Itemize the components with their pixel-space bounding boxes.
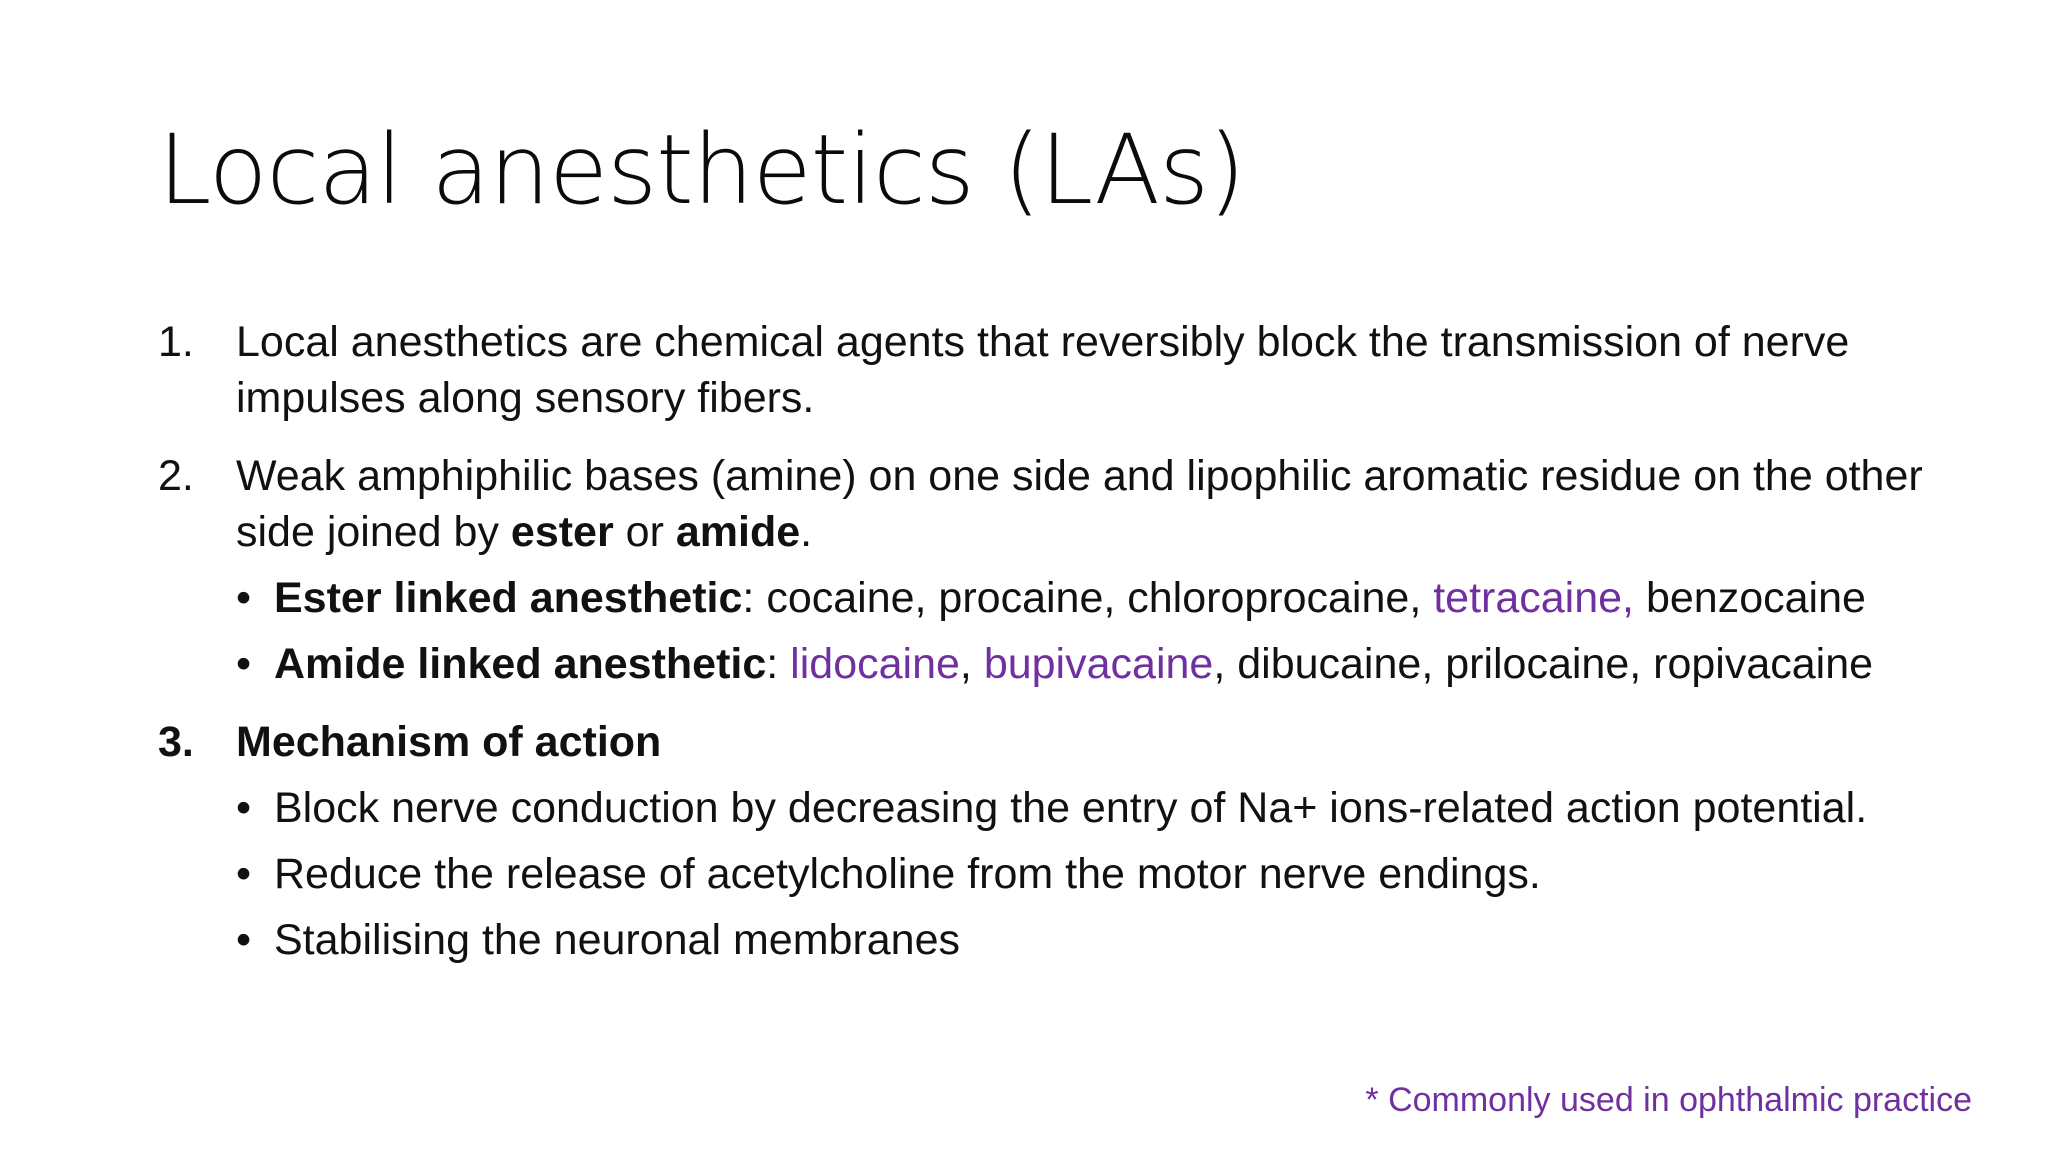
bullet-mechanism-2 [236,846,1988,902]
highlight-bupivacaine: bupivacaine [983,640,1214,688]
bullet-sep: : [742,574,767,622]
keyword-ester: ester [510,508,614,556]
item-heading: Mechanism of action [236,718,662,766]
bullet-mechanism-1 [236,780,1988,836]
bullet-text: , [959,640,984,688]
bullet-text: benzocaine [1634,574,1866,622]
list-item-2 [158,448,1988,692]
item-number: 1. [158,318,194,366]
bullet-text: Reduce the release of acetylcholine from the motor nerve endings. [274,850,1541,898]
content-list [158,314,1988,968]
bullet-label: Ester linked anesthetic [274,574,743,622]
bullet-text: Block nerve conduction by decreasing the entry of Na+ ions-related action potential. [274,784,1868,832]
list-item-3 [158,714,1988,968]
bullet-dot: • [236,850,252,898]
bullet-dot: • [236,916,252,964]
item-number: 3. [158,718,194,766]
keyword-amide: amide [675,508,801,556]
bullet-dot: • [236,640,252,688]
item-text-end: . [800,508,813,556]
bullet-text: , dibucaine, prilocaine, ropivacaine [1213,640,1874,688]
highlight-tetracaine: tetracaine, [1433,574,1635,622]
bullet-ester [236,570,1988,626]
bullet-amide [236,636,1988,692]
bullet-dot: • [236,784,252,832]
item-text: Local anesthetics are chemical agents that reversibly block the transmission of nerve impulses along sensory fibers. [236,318,1850,422]
bullet-dot: • [236,574,252,622]
bullet-label: Amide linked anesthetic [274,640,767,688]
bullet-text: Stabilising the neuronal membranes [274,916,961,964]
item-text-start: Weak amphiphilic bases (amine) on one side and lipophilic aromatic residue on the other side joined by [236,452,1923,556]
highlight-lidocaine: lidocaine [790,640,960,688]
sub-list [236,780,1988,968]
item-text [236,452,1923,556]
bullet-text: cocaine, procaine, chloroprocaine, [766,574,1434,622]
list-item-1 [158,314,1988,426]
item-text-mid: or [613,508,676,556]
footnote: * Commonly used in ophthalmic practice [1365,1081,1972,1119]
bullet-mechanism-3 [236,912,1988,968]
slide-title: Local anesthetics (LAs) [158,114,1245,226]
item-number: 2. [158,452,194,500]
bullet-sep: : [766,640,791,688]
sub-list [236,570,1988,692]
